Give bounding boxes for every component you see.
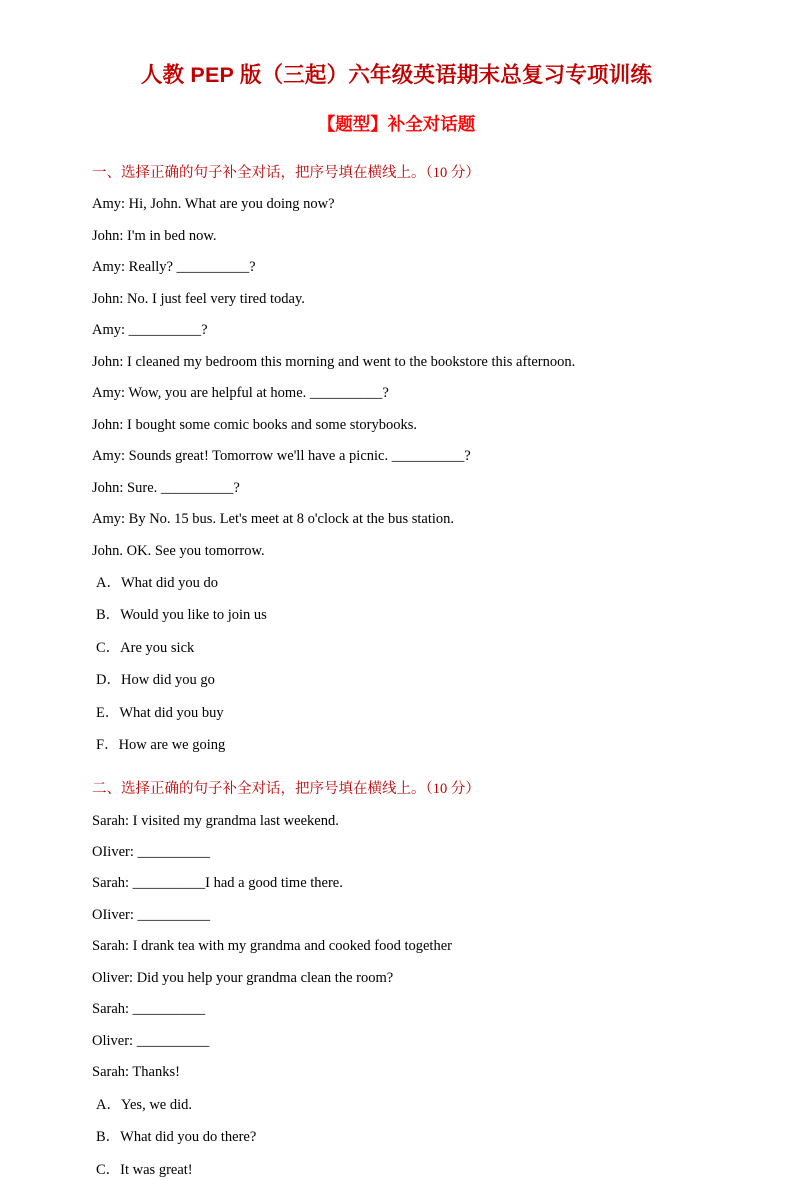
section-2-options: [92, 1094, 701, 1181]
dialogue-line: Oliver: Did you help your grandma clean the room?: [92, 969, 394, 986]
dialogue-line: John: I bought some comic books and some storybooks.: [92, 416, 418, 433]
dialogue-line: Amy: By No. 15 bus. Let's meet at 8 o'clock at the bus station.: [92, 511, 455, 528]
dialogue-line: Amy: Hi, John. What are you doing now?: [92, 196, 335, 213]
dialogue-line: Oliver: __________: [92, 1032, 210, 1049]
dialogue-line: OIiver: __________: [92, 844, 210, 860]
option-item: C．Are you sick: [96, 639, 195, 656]
dialogue-line: Sarah: I drank tea with my grandma and cooked food together: [92, 938, 452, 955]
section-2-dialogue: [92, 810, 701, 1084]
section-1-options: [92, 572, 701, 757]
dialogue-line: Amy: Wow, you are helpful at home. __________?: [92, 385, 389, 402]
page-title: 人教 PEP 版（三起）六年级英语期末总复习专项训练: [140, 63, 653, 87]
option-item: B．Would you like to join us: [96, 607, 267, 624]
option-item: D．How did you go: [96, 672, 215, 689]
dialogue-line: John. OK. See you tomorrow.: [92, 542, 265, 559]
option-item: C．It was great!: [96, 1161, 193, 1178]
dialogue-line: Sarah: Thanks!: [92, 1064, 180, 1081]
dialogue-line: John: No. I just feel very tired today.: [92, 290, 305, 307]
option-item: B．What did you do there?: [96, 1129, 257, 1146]
dialogue-line: Sarah: __________: [92, 1001, 206, 1018]
dialogue-line: Amy: Really? __________?: [92, 259, 256, 276]
page-subtitle: 【题型】补全对话题: [317, 114, 476, 135]
option-item: F．How are we going: [96, 737, 226, 754]
option-item: E．What did you buy: [96, 704, 224, 721]
section-2-heading: 二、选择正确的句子补全对话，把序号填在横线上。（10 分）: [92, 780, 480, 797]
dialogue-line: John: I'm in bed now.: [92, 227, 217, 244]
section-1-dialogue: [92, 193, 701, 562]
dialogue-line: Sarah: I visited my grandma last weekend.: [92, 812, 339, 829]
section-1-heading: 一、选择正确的句子补全对话，把序号填在横线上。（10 分）: [92, 164, 480, 181]
option-item: A．What did you do: [96, 574, 219, 591]
dialogue-line: John: Sure. __________?: [92, 479, 240, 496]
dialogue-line: Amy: Sounds great! Tomorrow we'll have a picnic. __________?: [92, 448, 471, 465]
option-item: A．Yes, we did.: [96, 1096, 193, 1113]
dialogue-line: Sarah: __________I had a good time there.: [92, 875, 343, 892]
dialogue-line: OIiver: __________: [92, 906, 210, 923]
dialogue-line: Amy: __________?: [92, 322, 208, 339]
dialogue-line: John: I cleaned my bedroom this morning and went to the bookstore this afternoon.: [92, 353, 576, 370]
